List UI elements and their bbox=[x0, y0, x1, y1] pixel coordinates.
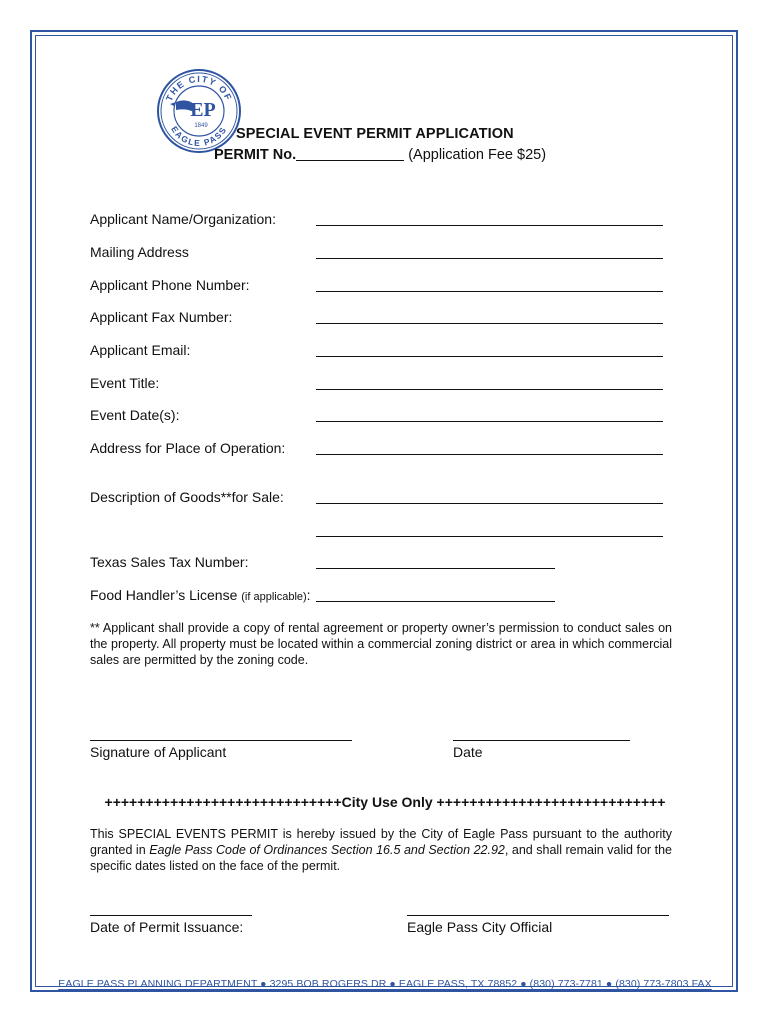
mailing-address-label: Mailing Address bbox=[90, 244, 189, 260]
event-dates-label: Event Date(s): bbox=[90, 407, 180, 423]
seal-monogram: EP bbox=[190, 99, 216, 121]
seal-top-text: THE CITY OF bbox=[164, 73, 234, 103]
city-seal-logo bbox=[156, 68, 242, 154]
email-field[interactable] bbox=[316, 356, 663, 357]
description-field-2[interactable] bbox=[316, 536, 663, 537]
footer-text: EAGLE PASS PLANNING DEPARTMENT ● 3295 BOB ROGERS DR ● EAGLE PASS, TX 78852 ● (830) 773-7781 ● (830) 773-7803 FAX bbox=[58, 978, 712, 990]
place-address-field[interactable] bbox=[316, 454, 663, 455]
permit-number-line bbox=[214, 146, 546, 163]
description-label: Description of Goods**for Sale: bbox=[90, 489, 284, 505]
permit-number-blank[interactable] bbox=[296, 146, 404, 161]
issued-text-part1: This SPECIAL EVENTS PERMIT is hereby issued by the City of Eagle Pass pursuant to the authority granted in bbox=[90, 827, 672, 857]
city-official-label: Eagle Pass City Official bbox=[407, 919, 553, 935]
form-title: SPECIAL EVENT PERMIT APPLICATION bbox=[236, 126, 514, 142]
issuance-date-field[interactable] bbox=[90, 915, 252, 916]
mailing-address-field[interactable] bbox=[316, 258, 663, 259]
city-official-field[interactable] bbox=[407, 915, 669, 916]
fax-label: Applicant Fax Number: bbox=[90, 309, 233, 325]
applicant-note: ** Applicant shall provide a copy of rental agreement or property owner’s permission to conduct sales on the property. All property must be located within a commercial zoning district or area in which commercial sales are permitted by the zoning code. bbox=[90, 621, 672, 667]
city-use-heading: +++++++++++++++++++++++++++++City Use Only ++++++++++++++++++++++++++++ bbox=[104, 794, 666, 810]
food-handler-colon: : bbox=[306, 587, 311, 603]
food-handler-label bbox=[90, 587, 311, 603]
ordinance-reference: Eagle Pass Code of Ordinances Section 16.5 and Section 22.92 bbox=[149, 843, 505, 857]
footer-contact bbox=[0, 978, 770, 990]
signature-date-field[interactable] bbox=[453, 740, 630, 741]
permit-number-label: PERMIT No. bbox=[214, 147, 297, 163]
phone-field[interactable] bbox=[316, 291, 663, 292]
applicant-signature-label: Signature of Applicant bbox=[90, 744, 227, 760]
issued-text-part2: , and shall remain valid for the specific dates listed on the face of the permit. bbox=[90, 843, 672, 873]
applicant-signature-field[interactable] bbox=[90, 740, 352, 741]
seal-year: 1849 bbox=[194, 123, 208, 129]
food-handler-field[interactable] bbox=[316, 601, 555, 602]
seal-bottom-text: EAGLE PASS bbox=[169, 124, 229, 149]
application-fee: (Application Fee $25) bbox=[408, 147, 547, 163]
phone-label: Applicant Phone Number: bbox=[90, 277, 250, 293]
food-handler-note: (if applicable) bbox=[241, 591, 307, 603]
event-dates-field[interactable] bbox=[316, 421, 663, 422]
food-handler-text: Food Handler’s License bbox=[90, 587, 238, 603]
permit-issued-text bbox=[90, 826, 672, 874]
email-label: Applicant Email: bbox=[90, 342, 191, 358]
applicant-name-label: Applicant Name/Organization: bbox=[90, 211, 276, 227]
fax-field[interactable] bbox=[316, 323, 663, 324]
issuance-date-label: Date of Permit Issuance: bbox=[90, 919, 244, 935]
event-title-label: Event Title: bbox=[90, 375, 160, 391]
applicant-name-field[interactable] bbox=[316, 225, 663, 226]
event-title-field[interactable] bbox=[316, 389, 663, 390]
place-address-label: Address for Place of Operation: bbox=[90, 440, 286, 456]
sales-tax-field[interactable] bbox=[316, 568, 555, 569]
sales-tax-label: Texas Sales Tax Number: bbox=[90, 554, 249, 570]
description-field-1[interactable] bbox=[316, 503, 663, 504]
signature-date-label: Date bbox=[453, 744, 483, 760]
